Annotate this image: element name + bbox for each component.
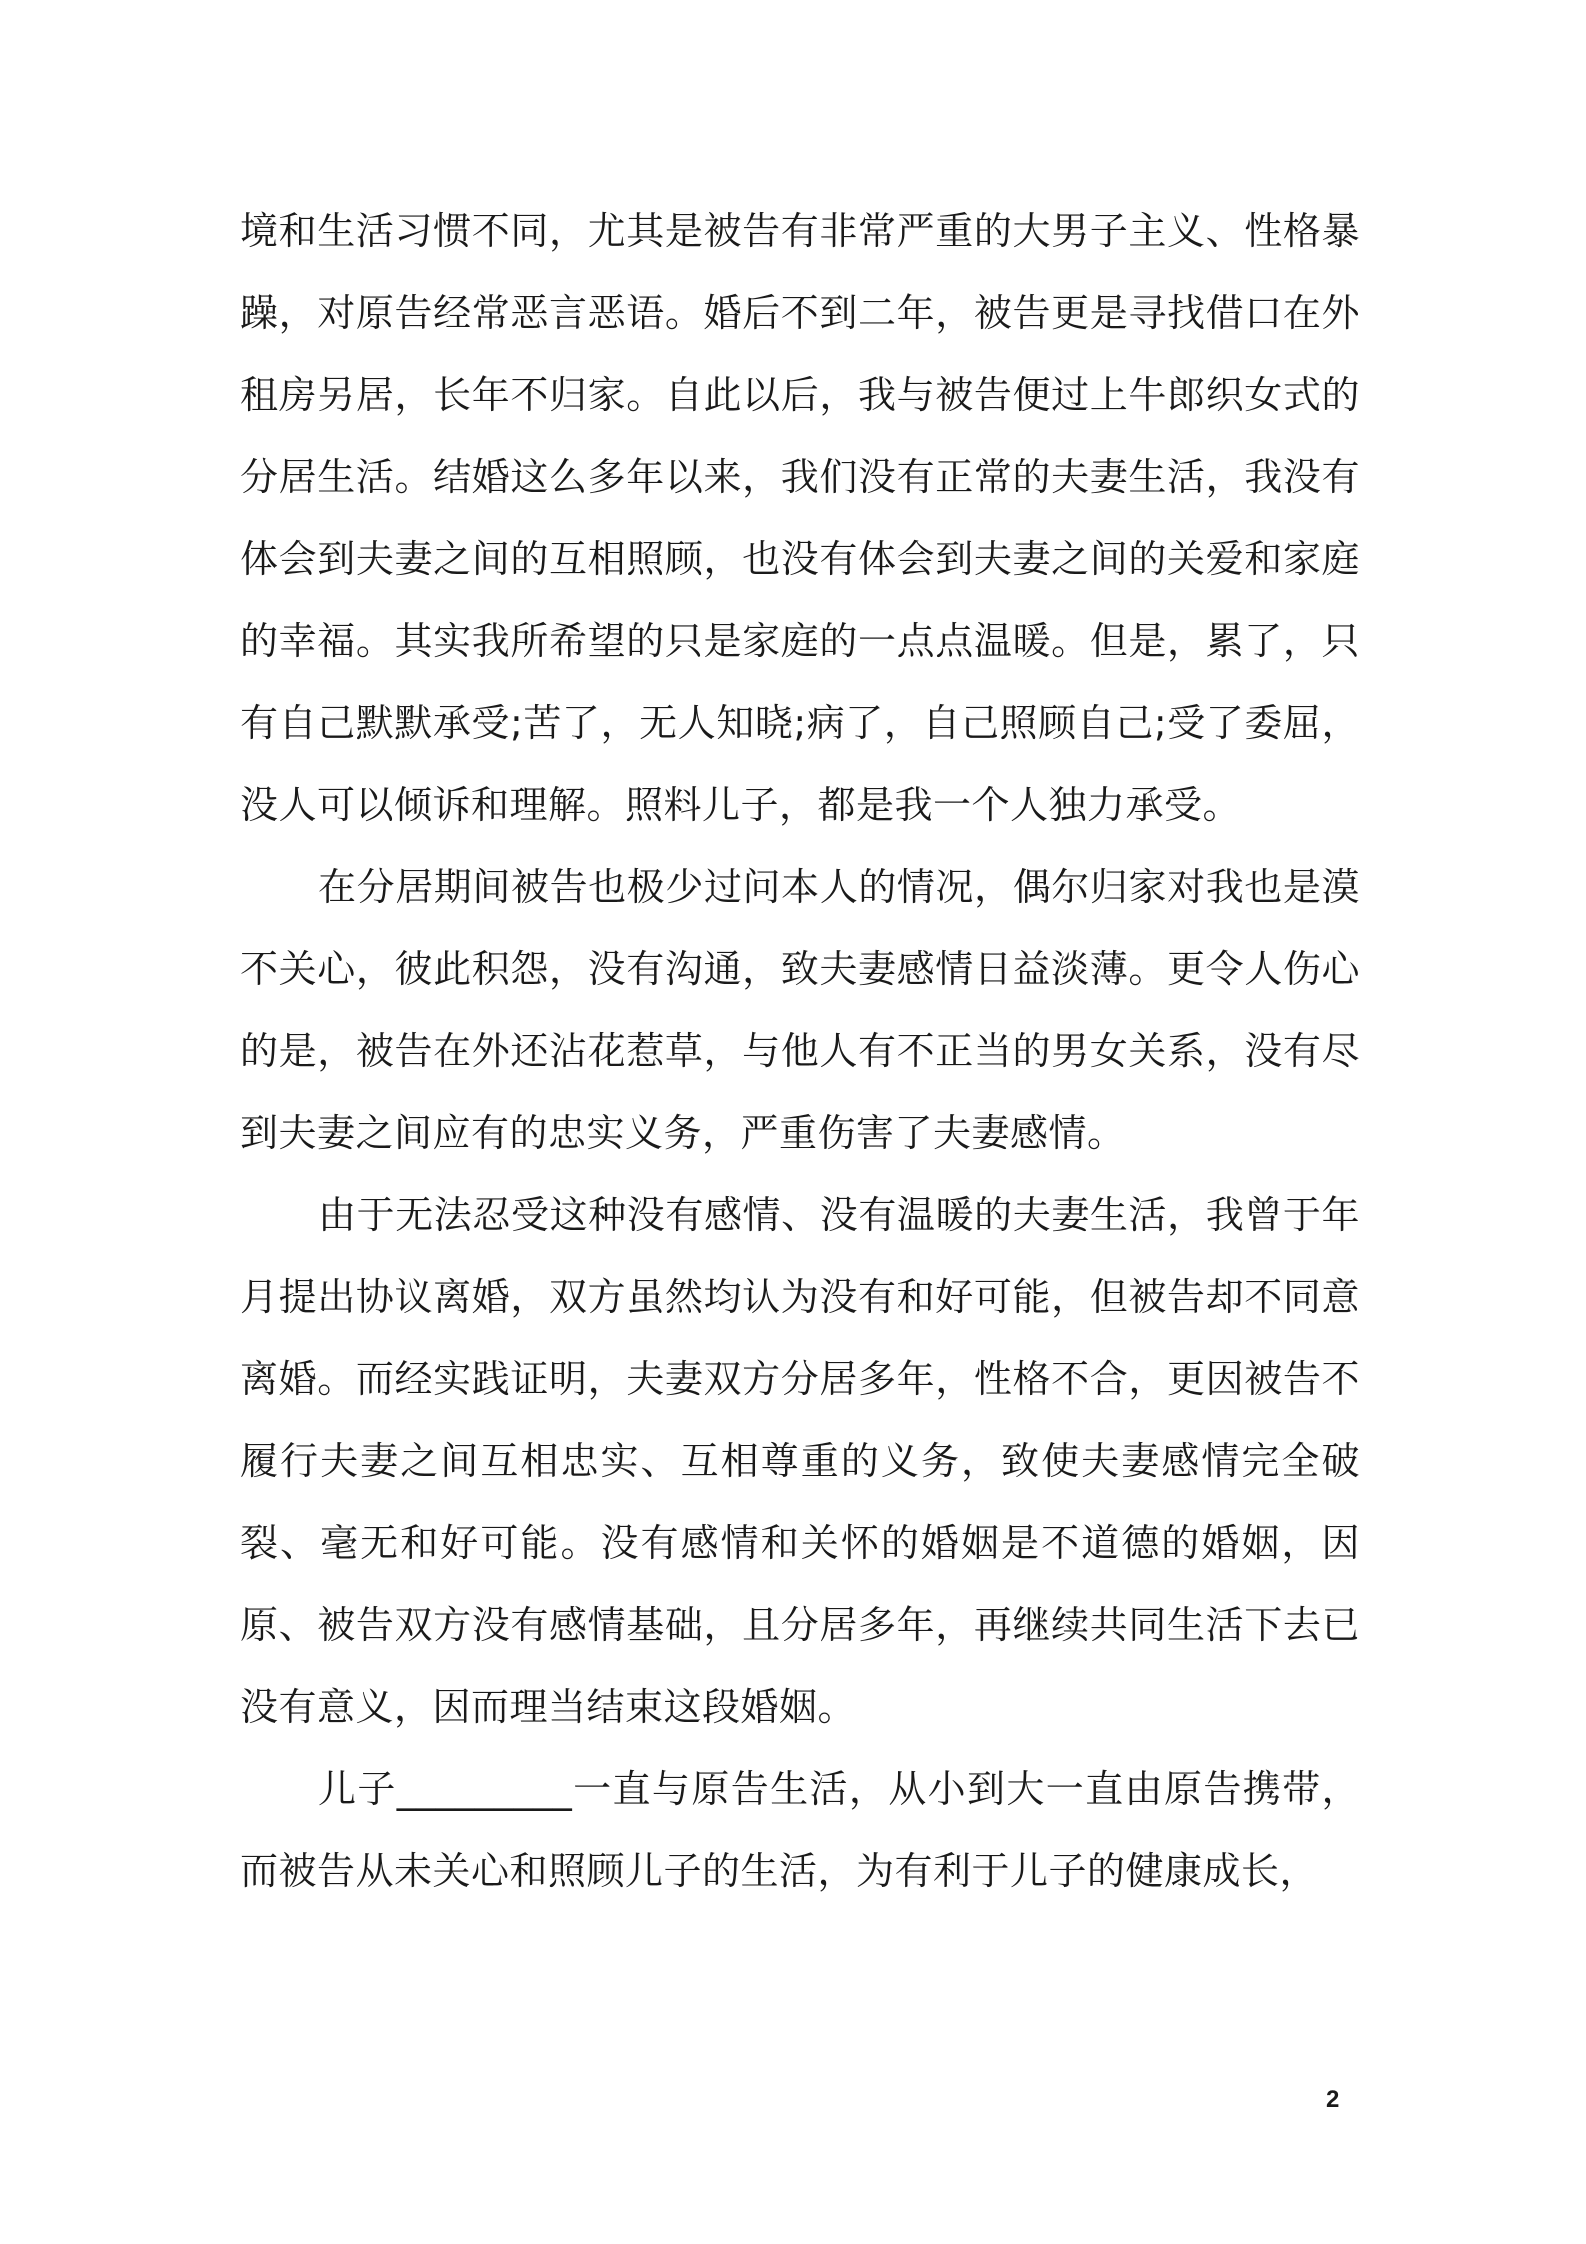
page-number: 2 — [1326, 2086, 1340, 2113]
document-body — [240, 190, 1360, 1912]
paragraph-divorce-reason: 由于无法忍受这种没有感情、没有温暖的夫妻生活，我曾于年月提出协议离婚，双方虽然均认为没有和好可能，但被告却不同意离婚。而经实践证明，夫妻双方分居多年，性格不合，更因被告不履行夫妻之间互相忠实、互相尊重的义务，致使夫妻感情完全破裂、毫无和好可能。没有感情和关怀的婚姻是不道德的婚姻，因原、被告双方没有感情基础，且分居多年，再继续共同生活下去已没有意义，因而理当结束这段婚姻。 — [240, 1193, 1360, 1729]
paragraph-continuation: 境和生活习惯不同，尤其是被告有非常严重的大男子主义、性格暴躁，对原告经常恶言恶语。婚后不到二年，被告更是寻找借口在外租房另居，长年不归家。自此以后，我与被告便过上牛郎织女式的分居生活。结婚这么多年以来，我们没有正常的夫妻生活，我没有体会到夫妻之间的互相照顾，也没有体会到夫妻之间的关爱和家庭的幸福。其实我所希望的只是家庭的一点点温暖。但是，累了，只有自己默默承受;苦了，无人知晓;病了，自己照顾自己;受了委屈，没人可以倾诉和理解。照料儿子，都是我一个人独力承受。 — [240, 209, 1360, 827]
paragraph-separation: 在分居期间被告也极少过问本人的情况，偶尔归家对我也是漠不关心，彼此积怨，没有沟通，致夫妻感情日益淡薄。更令人伤心的是，被告在外还沾花惹草，与他人有不正当的男女关系，没有尽到夫妻之间应有的忠实义务，严重伤害了夫妻感情。 — [240, 865, 1360, 1155]
paragraph-custody: 儿子_________一直与原告生活，从小到大一直由原告携带，而被告从未关心和照顾儿子的生活，为有利于儿子的健康成长， — [240, 1767, 1360, 1893]
